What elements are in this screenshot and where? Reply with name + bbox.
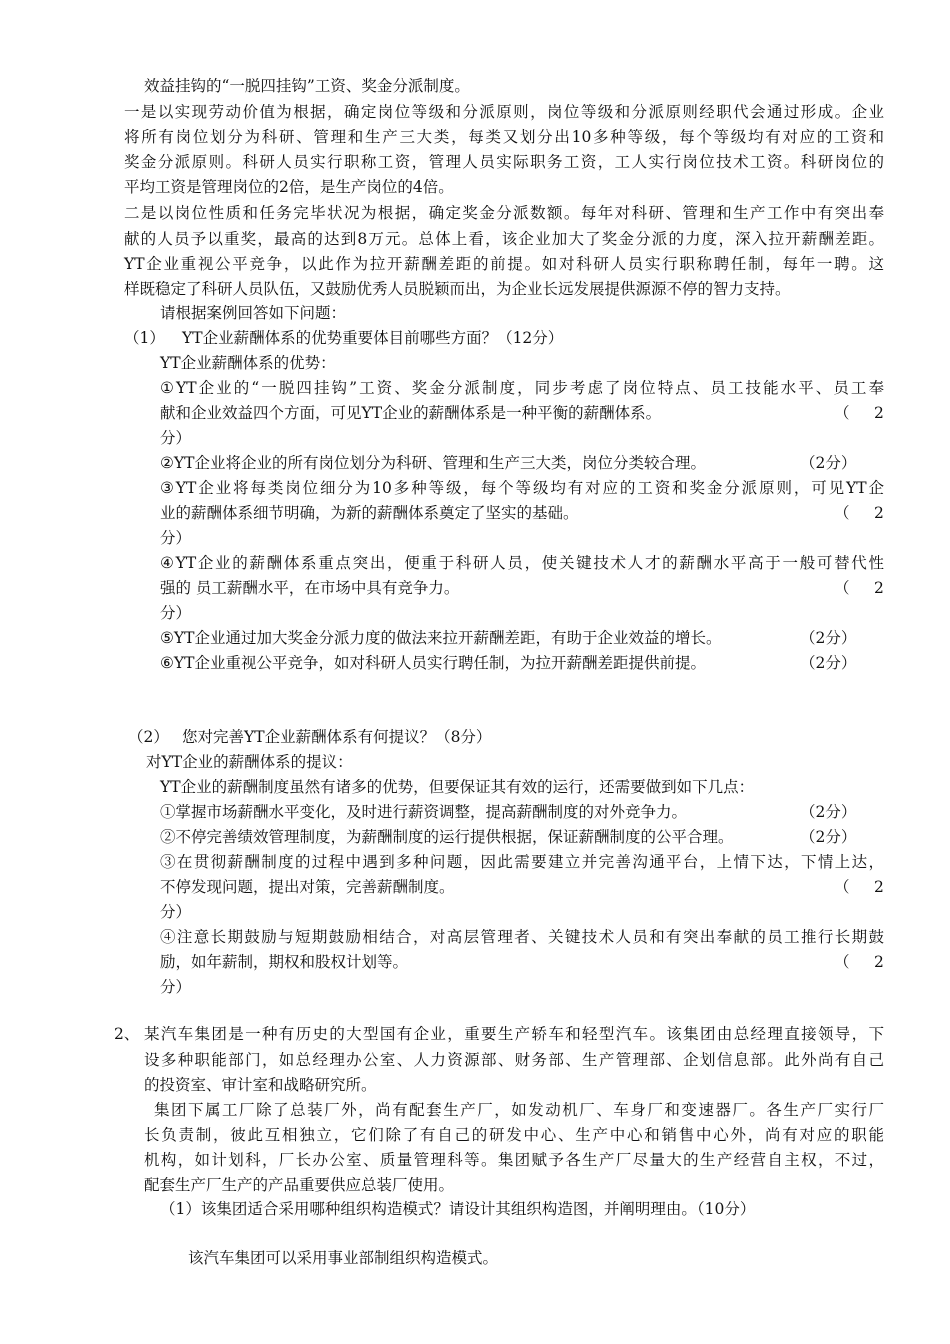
score-paren: （ [834,504,850,522]
answer-1-item-6: ⑥YT企业重视公平竞争，如对科研人员实行聘任制，为拉开薪酬差距提供前提。 [160,654,706,672]
question-2-text: 您对完善YT企业薪酬体系有何提议？（8分） [182,728,492,746]
case-2-question-1: （1）该集团适合采用哪种组织构造模式？请设计其组织构造图，并阐明理由。（10分） [160,1200,756,1218]
paragraph-2-line: YT企业重视公平竞争，以此作为拉开薪酬差距的前提。如对科研人员实行职称聘任制，每年一聘。这 [124,255,884,273]
paragraph-1-line: 平均工资是管理岗位的2倍，是生产岗位的4倍。 [124,178,454,196]
answer-2-heading: 对YT企业的薪酬体系的提议： [146,753,353,771]
case-2-paragraph-1: 设多种职能部门，如总经理办公室、人力资源部、财务部、生产管理部、企划信息部。此外尚有自己 [144,1051,884,1069]
answer-1-item-2: ②YT企业将企业的所有岗位划分为科研、管理和生产三大类，岗位分类较合理。 [160,454,706,472]
case-2-paragraph-2: 机构，如计划科，厂长办公室、质量管理科等。集团赋予各生产厂尽量大的生产经营自主权，不过， [144,1151,884,1169]
case-2-number: 2、 [114,1025,140,1043]
answer-1-item-1: ①YT企业的“一脱四挂钩”工资、奖金分派制度，同步考虑了岗位特点、员工技能水平、员工奉 [160,379,884,397]
answer-2-item-2: ②不停完善绩效管理制度，为薪酬制度的运行提供根据，保证薪酬制度的公平合理。 [160,828,734,846]
answer-1-item-1: 分） [160,429,192,447]
score-value: 2 [874,504,884,522]
prompt: 请根据案例回答如下问题： [160,304,347,322]
question-1-number: （1） [124,329,165,347]
answer-1-item-4: 强的 员工薪酬水平，在市场中具有竞争力。 [160,579,460,597]
question-2-number: （2） [128,728,169,746]
paragraph-2-line: 二是以岗位性质和任务完毕状况为根据，确定奖金分派数额。每年对科研、管理和生产工作中有突出奉 [124,204,884,222]
score-value: 2 [874,878,884,896]
answer-2-item-3: 分） [160,903,192,921]
score-paren: （ [834,404,850,422]
answer-1-item-3: ③YT企业将每类岗位细分为10多种等级，每个等级均有对应的工资和奖金分派原则，可见YT企 [160,479,884,497]
score: （2分） [800,454,857,472]
case-2-paragraph-1: 的投资室、审计室和战略研究所。 [144,1076,377,1094]
score-value: 2 [874,579,884,597]
answer-2-item-4: 励，如年薪制，期权和股权计划等。 [160,953,409,971]
paragraph-1-line: 奖金分派原则。科研人员实行职称工资，管理人员实际职务工资，工人实行岗位技术工资。科研岗位的 [124,153,884,171]
paragraph-1-line: 一是以实现劳动价值为根据，确定岗位等级和分派原则，岗位等级和分派原则经职代会通过形成。企业 [124,103,884,121]
answer-1-item-4: 分） [160,604,192,622]
score: （2分） [800,629,857,647]
answer-2-item-3: 不停发现问题，提出对策，完善薪酬制度。 [160,878,455,896]
answer-1-heading: YT企业薪酬体系的优势： [160,354,336,372]
case-2-paragraph-2: 长负责制，彼此互相独立，它们除了有自己的研发中心、生产中心和销售中心外，尚有对应的职能 [144,1126,884,1144]
answer-1-item-3: 业的薪酬体系细节明确，为新的薪酬体系奠定了坚实的基础。 [160,504,579,522]
score-value: 2 [874,404,884,422]
answer-1-item-4: ④YT企业的薪酬体系重点突出，便重于科研人员，使关键技术人才的薪酬水平高于一般可替代性 [160,554,884,572]
paragraph-2-line: 献的人员予以重奖，最高的达到8万元。总体上看，该企业加大了奖金分派的力度，深入拉开薪酬差距。 [124,230,884,248]
score: （2分） [800,654,857,672]
answer-2-item-4: ④注意长期鼓励与短期鼓励相结合，对高层管理者、关键技术人员和有突出奉献的员工推行长期鼓 [160,928,884,946]
score-paren: （ [834,878,850,896]
intro-line: 效益挂钩的“一脱四挂钩”工资、奖金分派制度。 [144,77,470,95]
case-2-paragraph-2: 集团下属工厂除了总装厂外，尚有配套生产厂，如发动机厂、车身厂和变速器厂。各生产厂实行厂 [154,1101,884,1119]
answer-2-item-4: 分） [160,978,192,996]
score-paren: （ [834,953,850,971]
score: （2分） [800,803,857,821]
answer-1-item-3: 分） [160,529,192,547]
answer-2-item-1: ①掌握市场薪酬水平变化，及时进行薪资调整，提高薪酬制度的对外竞争力。 [160,803,688,821]
case-2-paragraph-2: 配套生产厂生产的产品重要供应总装厂使用。 [144,1176,455,1194]
score-paren: （ [834,579,850,597]
case-2-paragraph-1: 某汽车集团是一种有历史的大型国有企业，重要生产轿车和轻型汽车。该集团由总经理直接领导，下 [144,1025,884,1043]
question-1-text: YT企业薪酬体系的优势重要体目前哪些方面？（12分） [182,329,564,347]
case-2-answer: 该汽车集团可以采用事业部制组织构造模式。 [188,1249,499,1267]
answer-2-lead: YT企业的薪酬制度虽然有诸多的优势，但要保证其有效的运行，还需要做到如下几点： [160,778,755,796]
score: （2分） [800,828,857,846]
answer-1-item-5: ⑤YT企业通过加大奖金分派力度的做法来拉开薪酬差距，有助于企业效益的增长。 [160,629,722,647]
answer-2-item-3: ③在贯彻薪酬制度的过程中遇到多种问题，因此需要建立并完善沟通平台，上情下达，下情上达， [160,853,884,871]
answer-1-item-1: 献和企业效益四个方面，可见YT企业的薪酬体系是一种平衡的薪酬体系。 [160,404,662,422]
paragraph-1-line: 将所有岗位划分为科研、管理和生产三大类，每类又划分出10多种等级，每个等级均有对应的工资和 [124,128,884,146]
paragraph-2-line: 样既稳定了科研人员队伍，又鼓励优秀人员脱颖而出，为企业长远发展提供源源不停的智力支持。 [124,280,791,298]
score-value: 2 [874,953,884,971]
